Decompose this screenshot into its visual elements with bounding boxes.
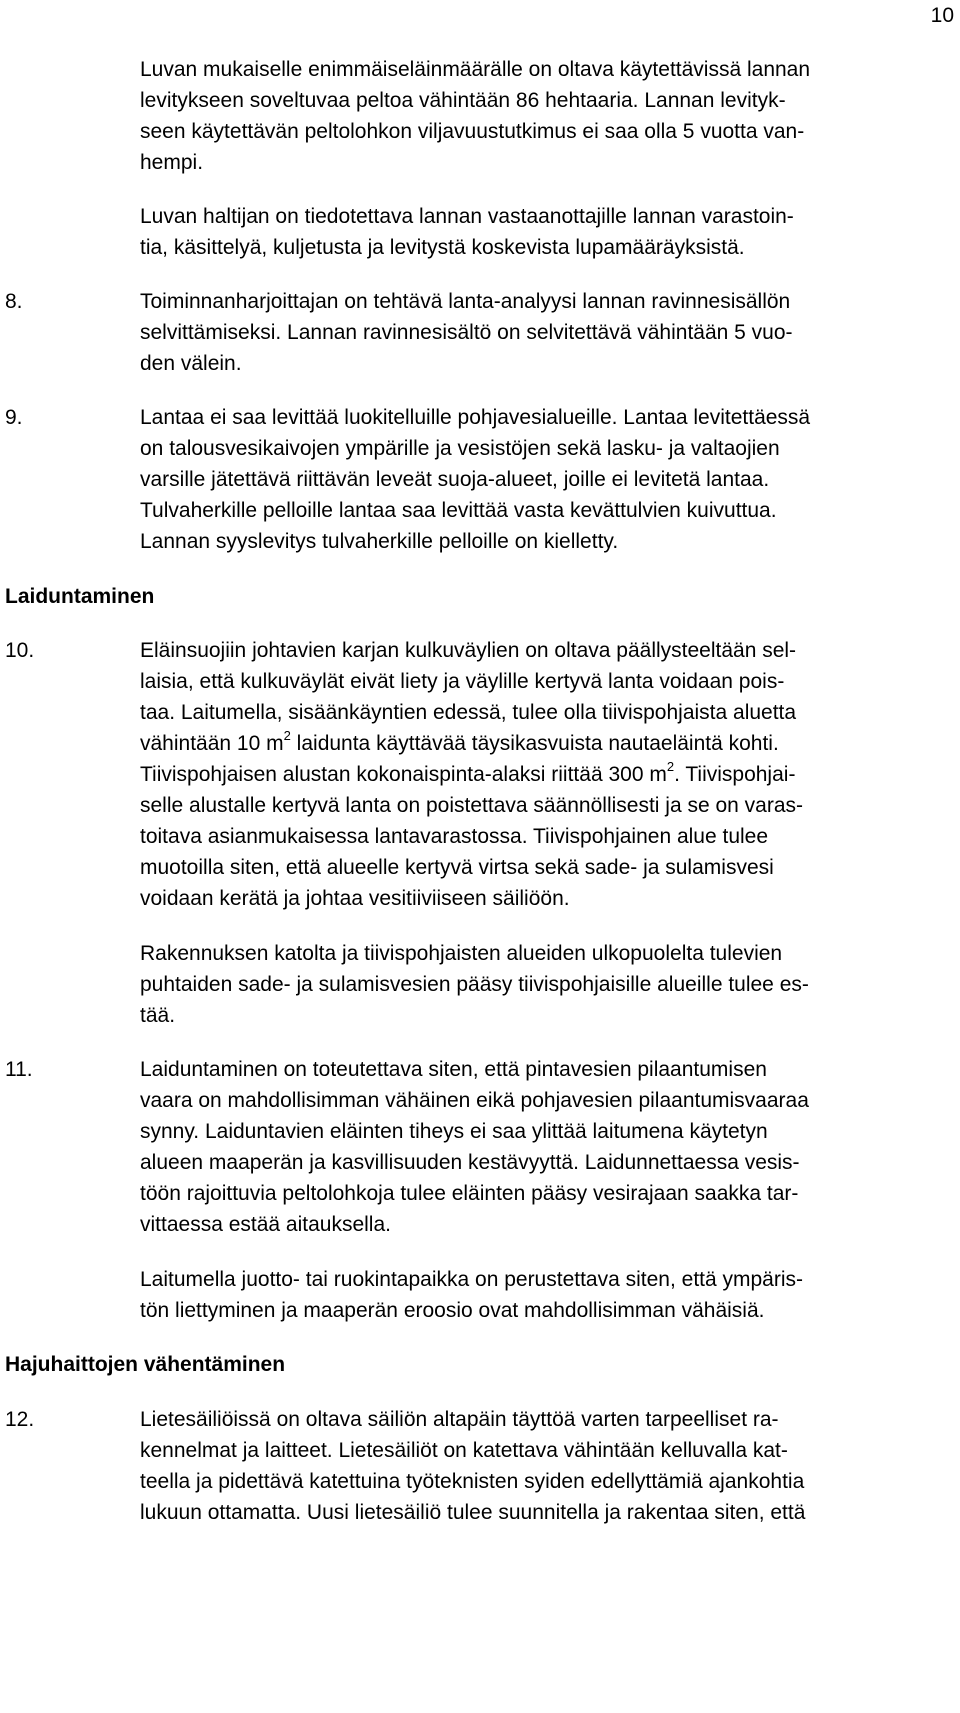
item-number: 10. — [5, 639, 35, 662]
item-number: 9. — [5, 406, 23, 429]
item-number: 11. — [5, 1058, 33, 1081]
page-number: 10 — [930, 4, 954, 27]
item-number: 12. — [5, 1408, 35, 1431]
item-number: 8. — [5, 290, 23, 313]
